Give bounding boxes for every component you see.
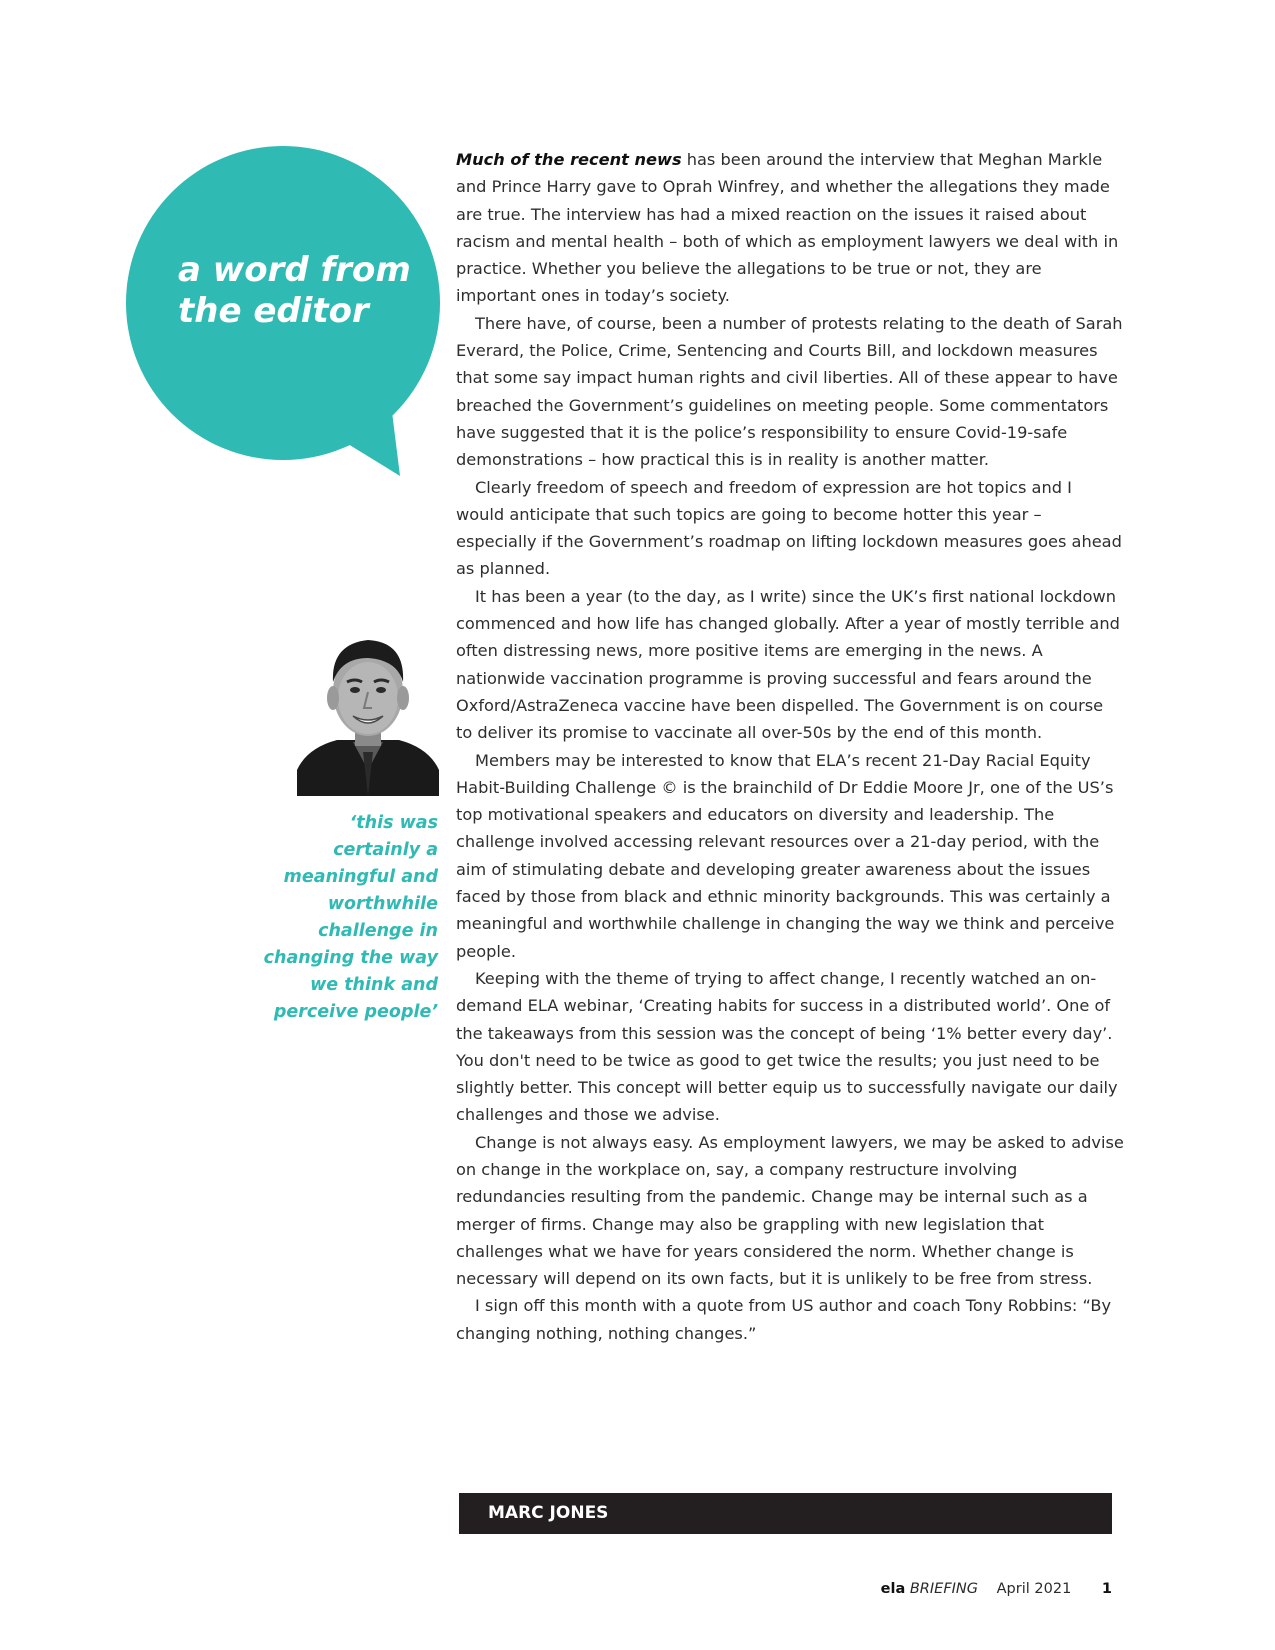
page-footer <box>881 1581 1112 1597</box>
footer-brand: ela <box>880 1581 906 1597</box>
article-paragraph-7: Change is not always easy. As employment lawyers, we may be asked to advise on change in the workplace on, say, a company restructure involving redundancies resulting from the pandemic. Change may be internal such as a merger of firms. Change may also be grappling with new legislation that challenges what we have for years considered the norm. Whether change is necessary will depend on its own facts, but it is unlikely to be free from stress. <box>456 1132 1124 1289</box>
article-paragraph-8: I sign off this month with a quote from US author and coach Tony Robbins: “By changing nothing, nothing changes.” <box>456 1296 1112 1343</box>
page-number: 1 <box>1101 1581 1112 1597</box>
article-paragraph-1 <box>456 146 1124 310</box>
pull-quote: ‘this was certainly a meaningful and worthwhile challenge in changing the way we think and perceive people’ <box>263 813 438 1022</box>
article-paragraph-2: There have, of course, been a number of protests relating to the death of Sarah Everard, the Police, Crime, Sentencing and Courts Bill, and lockdown measures that some say impact human rights and civil liberties. All of these appear to have breached the Government’s guidelines on meeting people. Some commentators have suggested that it is the police’s responsibility to ensure Covid-19-safe demonstrations – how practical this is in reality is another matter. <box>456 313 1123 470</box>
author-portrait-image <box>297 620 439 796</box>
article-paragraph-5: Members may be interested to know that ELA’s recent 21-Day Racial Equity Habit-Building Challenge © is the brainchild of Dr Eddie Moore Jr, one of the US’s top motivational speakers and educators on diversity and leadership. The challenge involved accessing relevant resources over a 21-day period, with the aim of stimulating debate and developing greater awareness about the issues faced by those from black and ethnic minority backgrounds. This was certainly a meaningful and worthwhile challenge in changing the way we think and perceive people. <box>456 750 1115 961</box>
lead-in: Much of the recent news <box>456 150 682 169</box>
author-photo <box>297 620 439 796</box>
article-paragraph-6: Keeping with the theme of trying to affect change, I recently watched an on-demand ELA webinar, ‘Creating habits for success in a distributed world’. One of the takeaways from this session was the concept of being ‘1% better every day’. You don't need to be twice as good to get twice the results; you just need to be slightly better. This concept will better equip us to successfully navigate our daily challenges and those we advise. <box>456 968 1118 1125</box>
article-paragraph-4: It has been a year (to the day, as I write) since the UK’s first national lockdown commenced and how life has changed globally. After a year of mostly terrible and often distressing news, more positive items are emerging in the news. A nationwide vaccination programme is proving successful and fears around the Oxford/AstraZeneca vaccine have been dispelled. The Government is on course to deliver its promise to vaccinate all over-50s by the end of this month. <box>456 586 1120 743</box>
section-heading-line-1: a word from <box>178 250 411 290</box>
author-bar <box>459 1493 1112 1534</box>
article-paragraph-3: Clearly freedom of speech and freedom of expression are hot topics and I would anticipate that such topics are going to become hotter this year – especially if the Government’s roadmap on lifting lockdown measures goes ahead as planned. <box>456 477 1122 579</box>
author-name: MARC JONES <box>488 1503 609 1523</box>
footer-publication: BRIEFING <box>909 1581 979 1597</box>
article-body <box>456 146 1124 1347</box>
section-heading <box>178 250 418 332</box>
footer-date: April 2021 <box>996 1581 1072 1597</box>
article-paragraph-1-text: has been around the interview that Meghan Markle and Prince Harry gave to Oprah Winfrey, and whether the allegations they made are true. The interview has had a mixed reaction on the issues it raised about racism and mental health – both of which as employment lawyers we deal with in practice. Whether you believe the allegations to be true or not, they are important ones in today’s society. <box>456 150 1119 306</box>
section-heading-line-2: the editor <box>178 291 369 331</box>
